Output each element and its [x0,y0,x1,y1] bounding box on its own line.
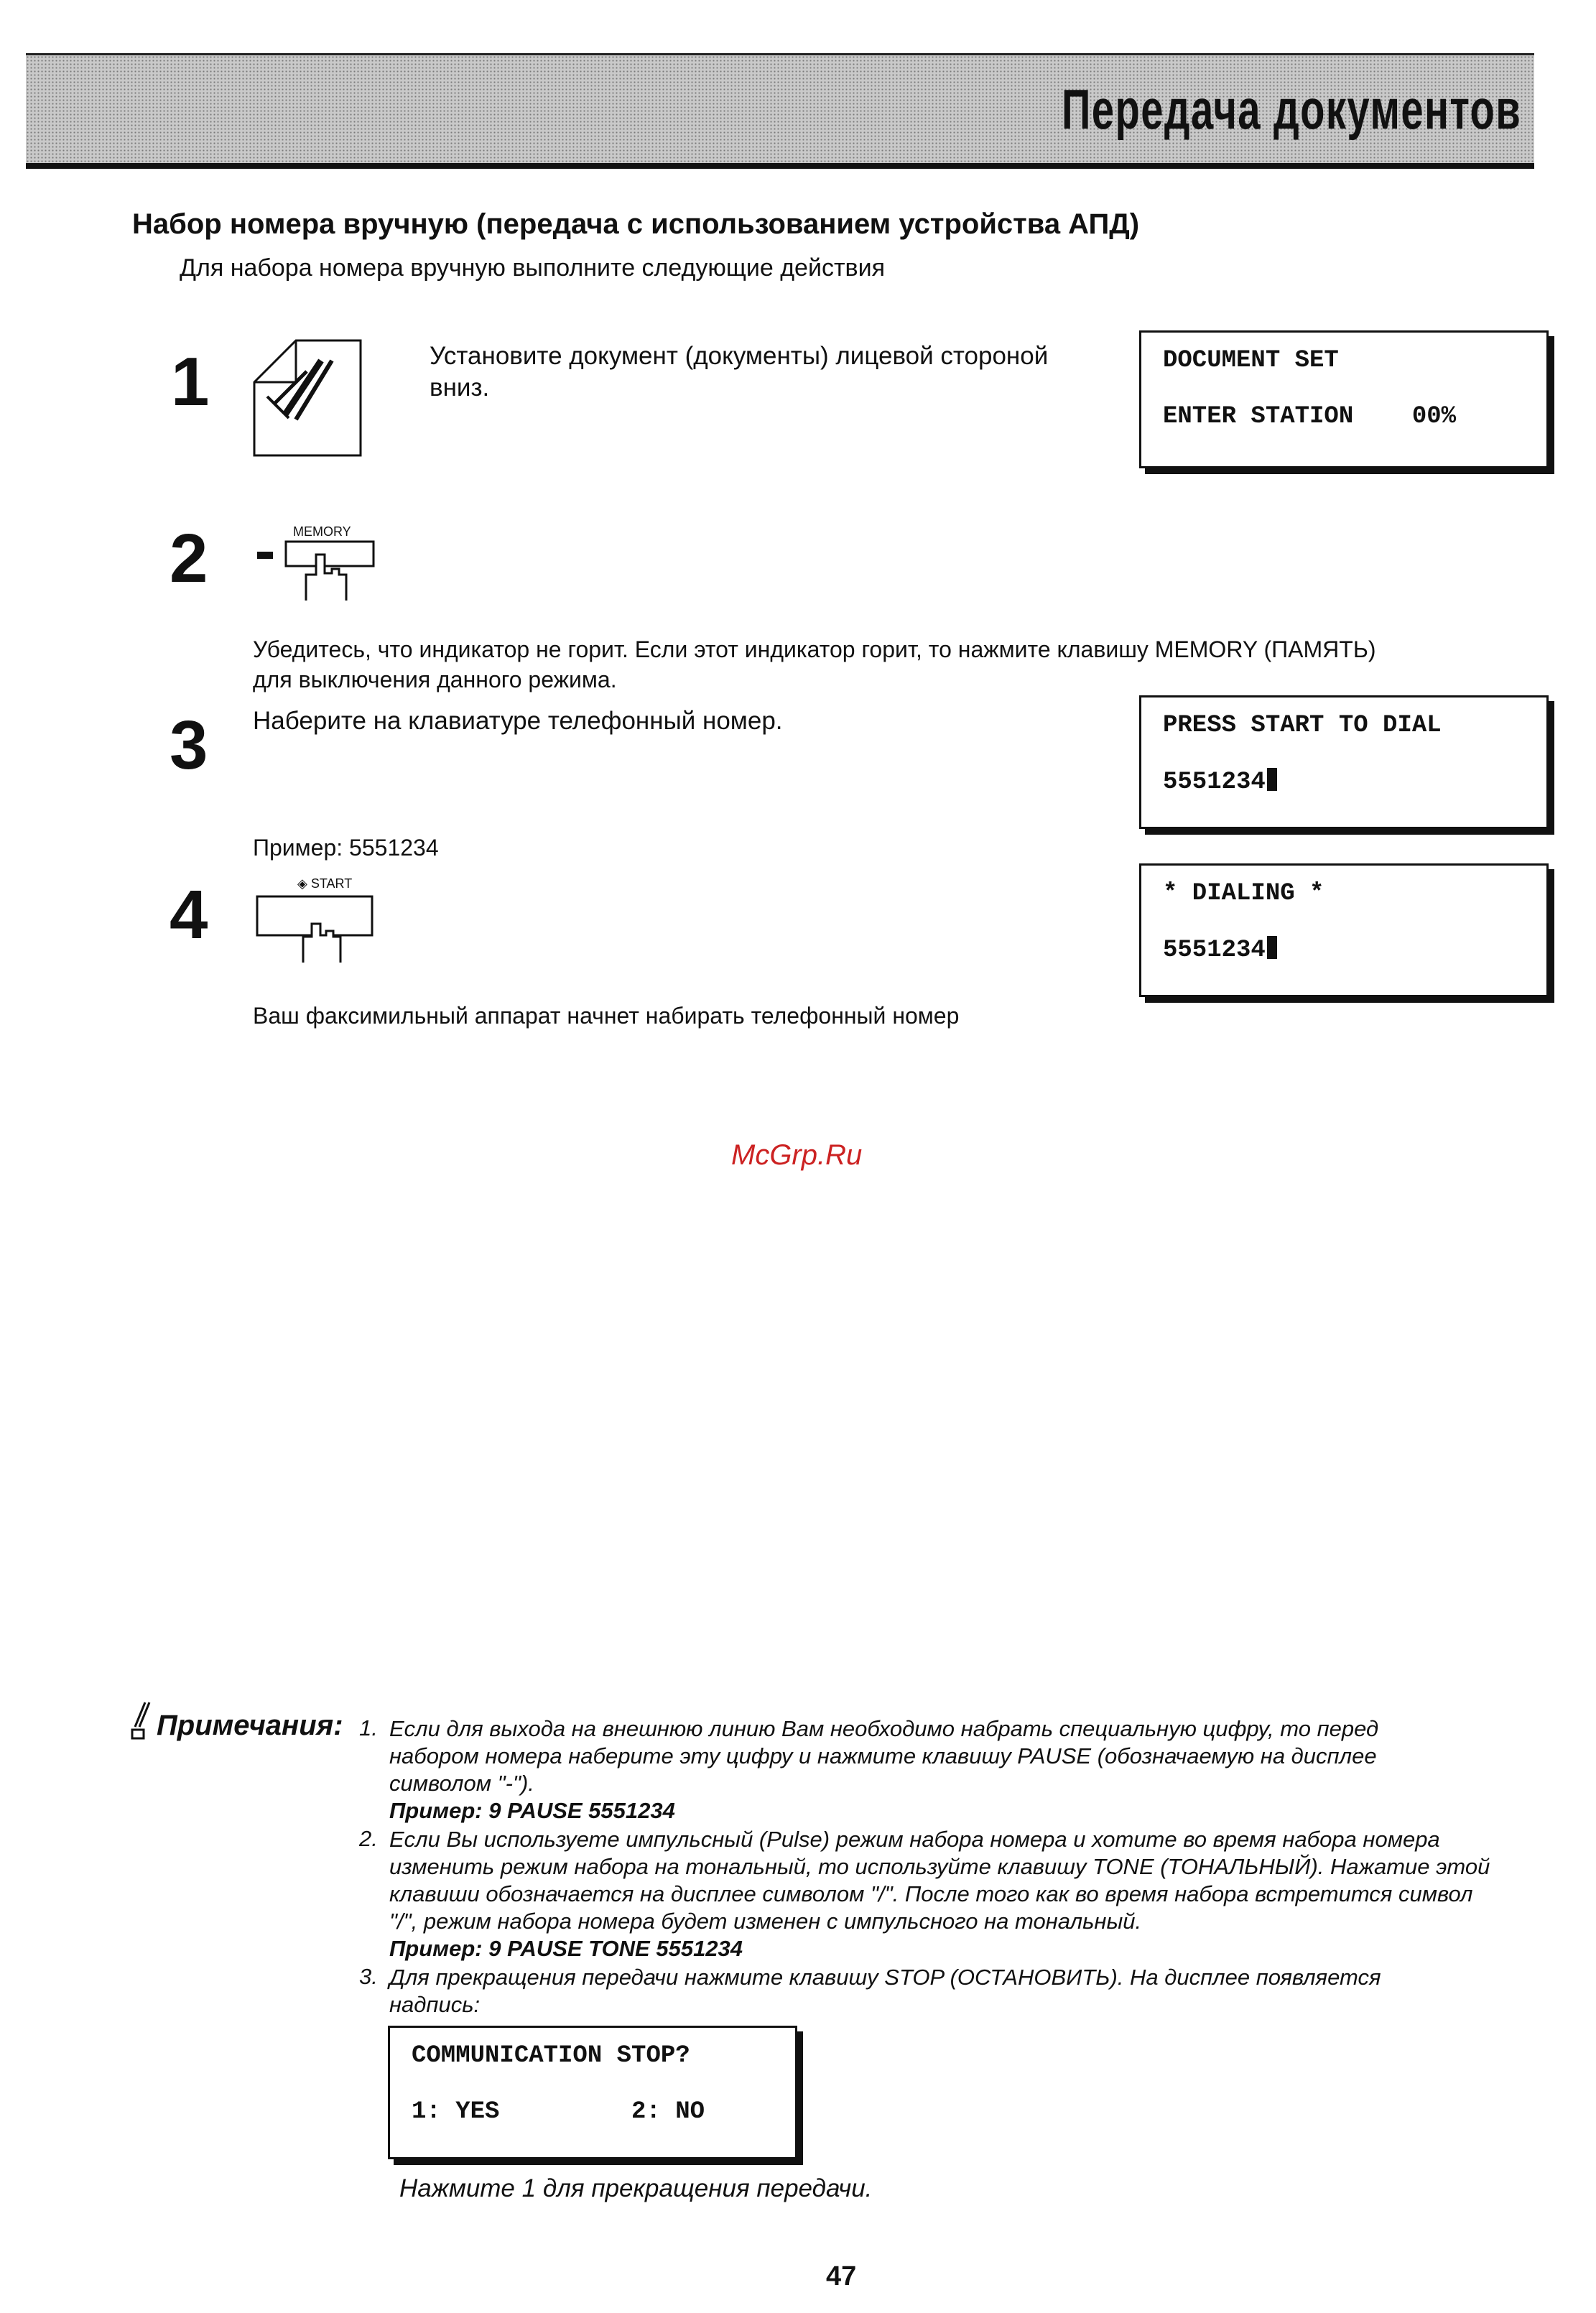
step-1-text-line2: вниз. [430,374,490,402]
note-2-line-3: клавиши обозначается на дисплее символом "/". После того как во время набора встретится символ [389,1881,1473,1906]
notes-label: Примечания: [157,1710,343,1741]
section-title: Набор номера вручную (передача с использованием устройства АПД) [132,208,1140,240]
lcd-cursor [1267,936,1277,959]
lcd-display-press-start [1139,695,1549,829]
memory-key-press-icon[interactable] [284,540,378,601]
step-2-number: 2 [170,520,208,597]
note-1-line-1: Если для выхода на внешнюю линию Вам необходимо набрать специальную цифру, то перед [389,1716,1379,1741]
watermark: McGrp.Ru [731,1139,863,1171]
lcd-line-1: COMMUNICATION STOP? [412,2042,690,2069]
stop-caption: Нажмите 1 для прекращения передачи. [399,2174,873,2202]
step-3-text: Наберите на клавиатуре телефонный номер. [253,707,783,735]
memory-key-label: MEMORY [293,524,351,539]
step-3-example: Пример: 5551234 [253,835,439,861]
header-band [26,53,1534,169]
step-1-number: 1 [171,343,210,420]
section-subtitle: Для набора номера вручную выполните следующие действия [180,254,885,282]
start-key-press-icon[interactable] [256,895,375,963]
lcd-line-1: DOCUMENT SET [1163,347,1339,374]
lcd-line-2: 5551234 [1163,769,1266,796]
lcd-line-2-wrap [1163,768,1277,796]
lcd-line-1: * DIALING * [1163,880,1324,907]
step-4-text: Ваш факсимильный аппарат начнет набирать телефонный номер [253,1003,960,1029]
note-1-number: 1. [359,1715,378,1740]
lcd-cursor [1267,768,1277,791]
start-key-label-wrap [297,876,352,891]
note-2-line-2: изменить режим набора на тональный, то используйте клавишу TONE (ТОНАЛЬНЫЙ). Нажатие этой [389,1854,1490,1879]
lcd-display-dialing [1139,863,1549,997]
note-2-example: Пример: 9 PAUSE TONE 5551234 [389,1936,743,1961]
step-3-number: 3 [170,707,208,784]
lcd-line-2-wrap [1163,936,1277,964]
step-1-text-line1: Установите документ (документы) лицевой стороной [430,342,1049,370]
header-title: Передача документов [1061,78,1521,141]
lcd-line-2: 1: YES 2: NO [412,2098,705,2126]
note-2-line-4: "/", режим набора номера будет изменен с импульсного на тональный. [389,1909,1142,1934]
note-2-line-1: Если Вы используете импульсный (Pulse) режим набора номера и хотите во время набора номера [389,1827,1440,1852]
indicator-led [257,552,273,559]
step-2-note-line1: Убедитесь, что индикатор не горит. Если этот индикатор горит, то нажмите клавишу MEMORY (ПАМЯТЬ) [253,636,1376,662]
lcd-line-2: 5551234 [1163,937,1266,964]
note-1-line-2: набором номера наберите эту цифру и нажмите клавишу PAUSE (обозначаемую на дисплее [389,1743,1377,1769]
pencil-note-icon [129,1701,155,1740]
note-3-line-2: надпись: [389,1992,481,2017]
note-2-number: 2. [359,1826,378,1851]
step-4-number: 4 [170,876,208,953]
lcd-display-communication-stop [388,2026,797,2159]
start-icon: ◈ [297,876,311,891]
document-icon [253,339,368,461]
note-3-line-1: Для прекращения передачи нажмите клавишу STOP (ОСТАНОВИТЬ). На дисплее появляется [389,1965,1381,1990]
lcd-display-document-set [1139,330,1549,468]
lcd-line-1: PRESS START TO DIAL [1163,712,1442,739]
start-key-label: START [310,876,353,891]
lcd-line-2: ENTER STATION 00% [1163,403,1457,430]
page-number: 47 [826,2261,857,2291]
note-3-number: 3. [359,1964,378,1989]
step-2-note-line2: для выключения данного режима. [253,667,617,692]
note-1-example: Пример: 9 PAUSE 5551234 [389,1798,675,1823]
note-1-line-3: символом "-"). [389,1771,534,1796]
